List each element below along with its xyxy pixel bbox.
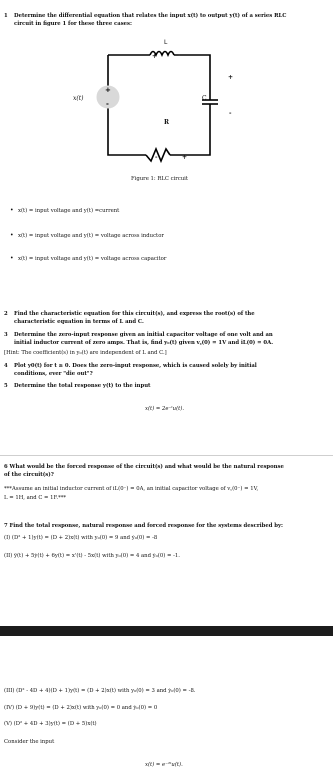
section-divider [0,455,333,456]
q3-text-line2: initial inductor current of zero amps. That is, find y₀(t) given v꜀(0) = 1V and iL(0) = 0A. [14,340,274,346]
case-1: x(t) = input voltage and y(t) =current [18,208,120,214]
q4-number: 4 [4,363,8,369]
figure-caption: Figure 1: RLC circuit [131,176,188,182]
q7-system-v: (V) (D² + 4D + 3)y(t) = (D + 5)x(t) [4,721,97,727]
q3-hint: [Hint: The coefficient(s) in y₀(t) are independent of L and C.] [4,350,167,356]
q6-assumption-line1: ***Assume an initial inductor current of iL(0⁻) = 0A, an initial capacitor voltage of v꜀(0⁻) = 1V, [4,486,259,492]
q6-text-line2: of the circuit(s)? [4,472,54,478]
wire-bottom-left [108,108,146,155]
capacitor-label: C [202,95,207,102]
source-minus: - [106,100,109,108]
inductor-label: L [164,39,168,46]
q4-text-line1: Plot y0(t) for t ≥ 0. Does the zero-input response, which is caused solely by initial [14,363,257,369]
case-2: x(t) = input voltage and y(t) = voltage across inductor [18,233,164,239]
resistor-minus: - [155,154,158,161]
q3-number: 3 [4,332,8,338]
q7-input-equation: x(t) = e⁻²ᵗu(t). [145,762,183,768]
q7-text-line1: 7 Find the total response, natural response and forced response for the systems described by: [4,523,283,529]
q6-assumption-line2: L = 1H, and C = 1F.*** [4,495,67,501]
case-3: x(t) = input voltage and y(t) = voltage across capacitor [18,256,167,262]
wire-top-right [174,55,210,100]
page-break-band [0,626,333,636]
q5-number: 5 [4,383,8,389]
wire-bottom-right [170,104,210,155]
resistor-plus: + [182,154,188,161]
source-label: x(t) [73,95,84,102]
q1-text-line1: Determine the differential equation that relates the input x(t) to output y(t) of a series RLC [14,13,287,19]
q1-text-line2: circuit in figure 1 for these three cases: [14,21,132,27]
q5-equation: x(t) = 2e⁻ᵗu(t). [145,406,185,412]
bullet-icon: • [10,255,14,262]
q7-system-ii: (II) ÿ(t) + 5ẏ(t) + 6y(t) = x'(t) - 5x(t) with y₀(0) = 4 and ẏ₀(0) = -1. [4,553,180,559]
inductor-minus: - [178,52,181,59]
q5-text: Determine the total response y(t) to the input [14,383,151,389]
q7-system-iii: (III) (D² - 4D + 4)(D + 1)y(t) = (D + 2)x(t) with y₀(0) = 3 and ẏ₀(0) = -8. [4,688,196,694]
q3-text-line1: Determine the zero-input response given an initial capacitor voltage of one volt and an [14,332,273,338]
q7-system-i: (I) (D² + 1)y(t) = (D + 2)x(t) with y₀(0) = 9 and ẏ₀(0) = -8 [4,535,158,541]
bullet-icon: • [10,232,14,239]
q7-system-iv: (IV) (D + 9)y(t) = (D + 2)x(t) with y₀(0) = 0 and ẏ₀(0) = 0 [4,705,158,711]
resistor-label: R [164,119,169,126]
q2-text-line2: characteristic equation in terms of L and C. [14,319,144,325]
q2-text-line1: Find the characteristic equation for this circuit(s), and express the root(s) of the [14,311,255,317]
capacitor-plus: + [228,74,234,81]
q6-text-line1: 6 What would be the forced response of the circuit(s) and what would be the natural response [4,464,284,470]
q2-number: 2 [4,311,8,317]
q1-number: 1 [4,13,8,19]
source-plus: + [105,86,111,94]
q7-consider-label: Consider the input [4,739,55,745]
bullet-icon: • [10,207,14,214]
q4-text-line2: conditions, ever "die out"? [14,371,93,377]
resistor-zigzag [146,149,170,161]
capacitor-minus: - [229,110,232,117]
inductor-plus: + [152,53,158,60]
